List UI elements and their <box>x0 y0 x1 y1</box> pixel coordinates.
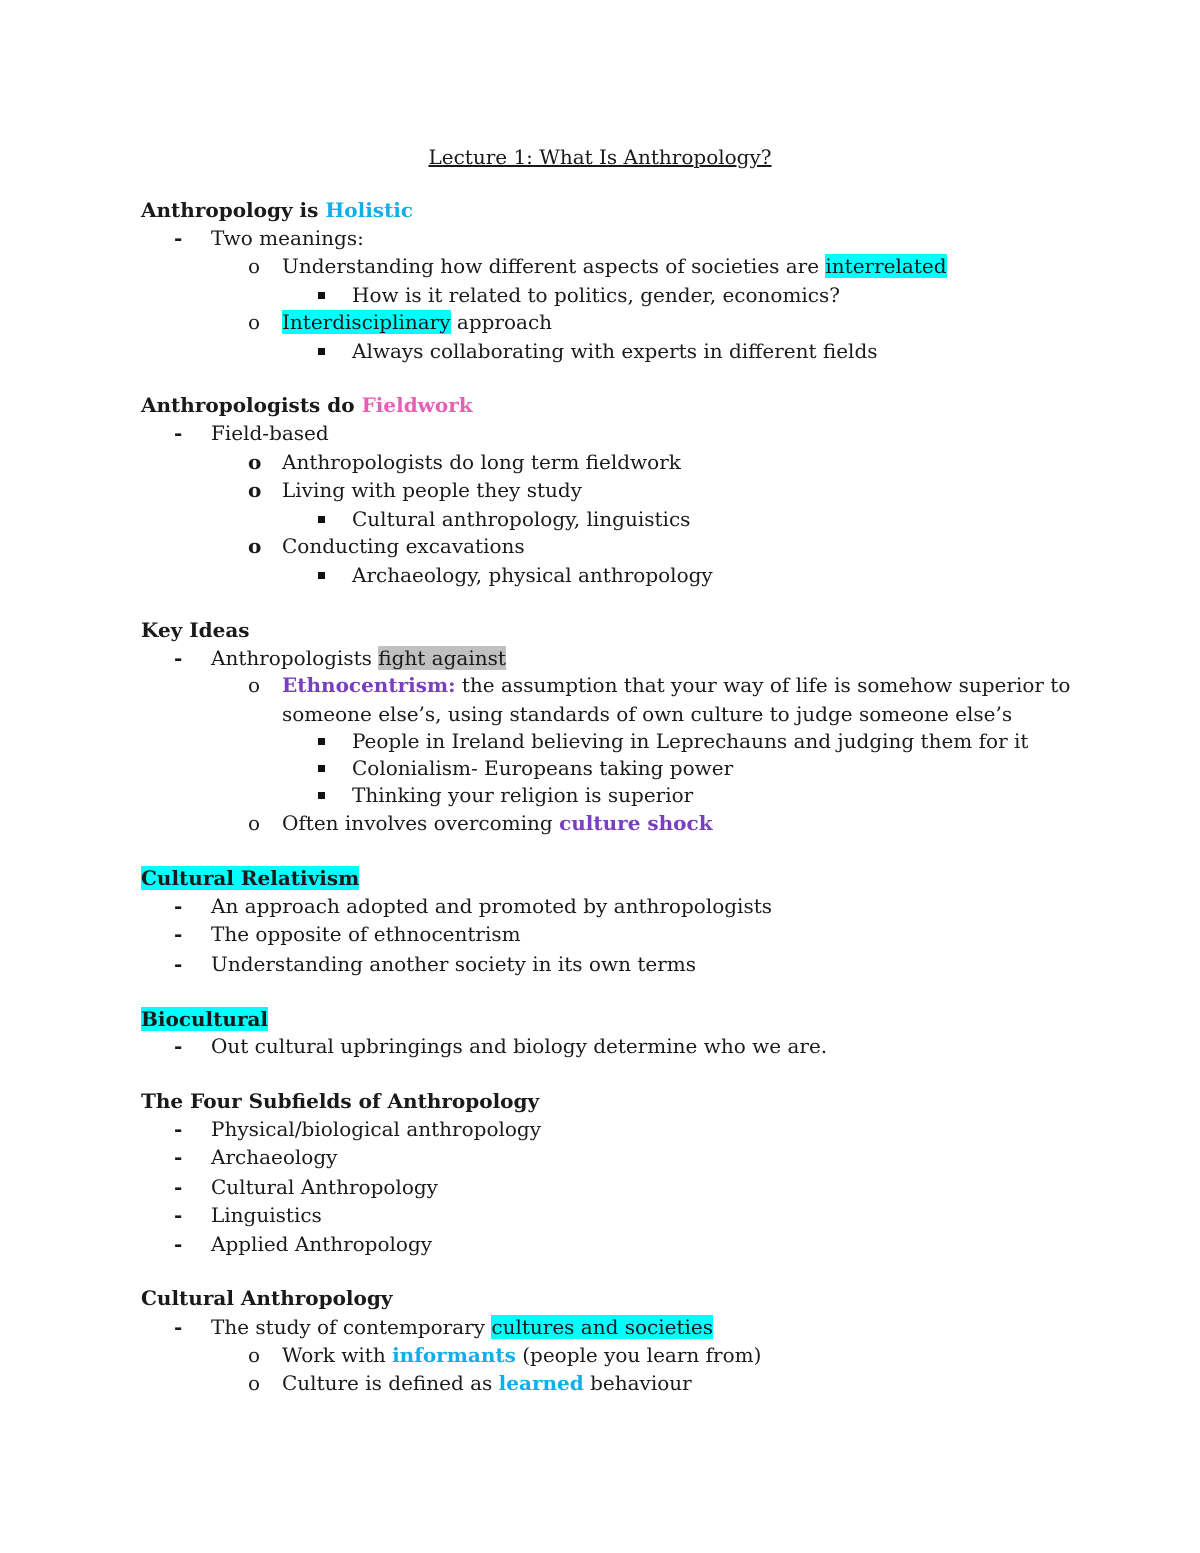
dash-bullet: - <box>174 421 183 445</box>
square-bullet <box>318 781 325 809</box>
square-bullet <box>318 505 325 533</box>
list-item: Cultural anthropology, linguistics <box>352 507 691 531</box>
term-culture-shock: culture shock <box>559 811 713 835</box>
keyword-fieldwork: Fieldwork <box>361 393 473 417</box>
list-item: The opposite of ethnocentrism <box>211 922 521 946</box>
dash-bullet: - <box>174 894 183 918</box>
dash-bullet: - <box>174 1034 183 1058</box>
list-item: Out cultural upbringings and biology determine who we are. <box>211 1034 828 1058</box>
list-item: Two meanings: <box>211 226 364 250</box>
list-item: Living with people they study <box>282 478 582 502</box>
list-item: Always collaborating with experts in different fields <box>352 339 878 363</box>
list-item: Physical/biological anthropology <box>211 1117 542 1141</box>
list-item: The study of contemporary cultures and societies <box>211 1315 714 1339</box>
section-heading-holistic: Anthropology is Holistic <box>141 198 414 222</box>
dash-bullet: - <box>174 1203 183 1227</box>
list-item: People in Ireland believing in Leprechauns and judging them for it <box>352 729 1029 753</box>
section-heading-biocultural: Biocultural <box>141 1007 269 1031</box>
list-item: Archaeology <box>211 1145 338 1169</box>
section-heading-cultural-relativism: Cultural Relativism <box>141 866 360 890</box>
list-item: Applied Anthropology <box>211 1232 433 1256</box>
highlight-interdisciplinary: Interdisciplinary <box>282 310 451 334</box>
section-heading-fieldwork: Anthropologists do Fieldwork <box>141 393 473 417</box>
dash-bullet: - <box>174 226 183 250</box>
list-item-continuation: someone else’s, using standards of own culture to judge someone else’s <box>282 702 1013 726</box>
highlight-fight-against: fight against <box>378 646 506 670</box>
list-item: Anthropologists do long term fieldwork <box>282 450 681 474</box>
list-item: Conducting excavations <box>282 534 525 558</box>
circle-bullet: o <box>248 450 262 474</box>
circle-bullet: o <box>248 254 261 278</box>
list-item: Colonialism- Europeans taking power <box>352 756 734 780</box>
square-bullet <box>318 281 325 309</box>
list-item: Interdisciplinary approach <box>282 310 553 334</box>
list-item: Field-based <box>211 421 329 445</box>
dash-bullet: - <box>174 922 183 946</box>
dash-bullet: - <box>174 1145 183 1169</box>
circle-bullet: o <box>248 1371 261 1395</box>
square-bullet <box>318 561 325 589</box>
circle-bullet: o <box>248 673 261 697</box>
dash-bullet: - <box>174 1117 183 1141</box>
section-heading-cultural-anthropology: Cultural Anthropology <box>141 1286 393 1310</box>
circle-bullet: o <box>248 811 261 835</box>
term-ethnocentrism: Ethnocentrism: <box>282 673 456 697</box>
section-heading-key-ideas: Key Ideas <box>141 618 250 642</box>
dash-bullet: - <box>174 646 183 670</box>
circle-bullet: o <box>248 534 262 558</box>
list-item: Anthropologists fight against <box>211 646 506 670</box>
list-item: Understanding another society in its own terms <box>211 952 696 976</box>
square-bullet <box>318 754 325 782</box>
list-item: Ethnocentrism: the assumption that your way of life is somehow superior to <box>282 673 1071 697</box>
list-item: Cultural Anthropology <box>211 1175 438 1199</box>
highlight-cultures-and-societies: cultures and societies <box>491 1315 714 1339</box>
list-item: How is it related to politics, gender, economics? <box>352 283 840 307</box>
list-item: An approach adopted and promoted by anthropologists <box>211 894 773 918</box>
dash-bullet: - <box>174 1315 183 1339</box>
square-bullet <box>318 337 325 365</box>
page-title: Lecture 1: What Is Anthropology? <box>428 145 772 169</box>
list-item: Linguistics <box>211 1203 322 1227</box>
list-item: Work with informants (people you learn from) <box>282 1343 762 1367</box>
list-item: Archaeology, physical anthropology <box>352 563 713 587</box>
term-informants: informants <box>392 1343 516 1367</box>
circle-bullet: o <box>248 478 262 502</box>
dash-bullet: - <box>174 952 183 976</box>
highlight-interrelated: interrelated <box>825 254 947 278</box>
dash-bullet: - <box>174 1232 183 1256</box>
list-item: Culture is defined as learned behaviour <box>282 1371 692 1395</box>
circle-bullet: o <box>248 310 261 334</box>
list-item: Understanding how different aspects of societies are interrelated <box>282 254 947 278</box>
dash-bullet: - <box>174 1175 183 1199</box>
list-item: Often involves overcoming culture shock <box>282 811 713 835</box>
term-learned: learned <box>498 1371 584 1395</box>
square-bullet <box>318 727 325 755</box>
circle-bullet: o <box>248 1343 261 1367</box>
section-heading-subfields: The Four Subfields of Anthropology <box>141 1089 540 1113</box>
list-item: Thinking your religion is superior <box>352 783 694 807</box>
keyword-holistic: Holistic <box>325 198 414 222</box>
